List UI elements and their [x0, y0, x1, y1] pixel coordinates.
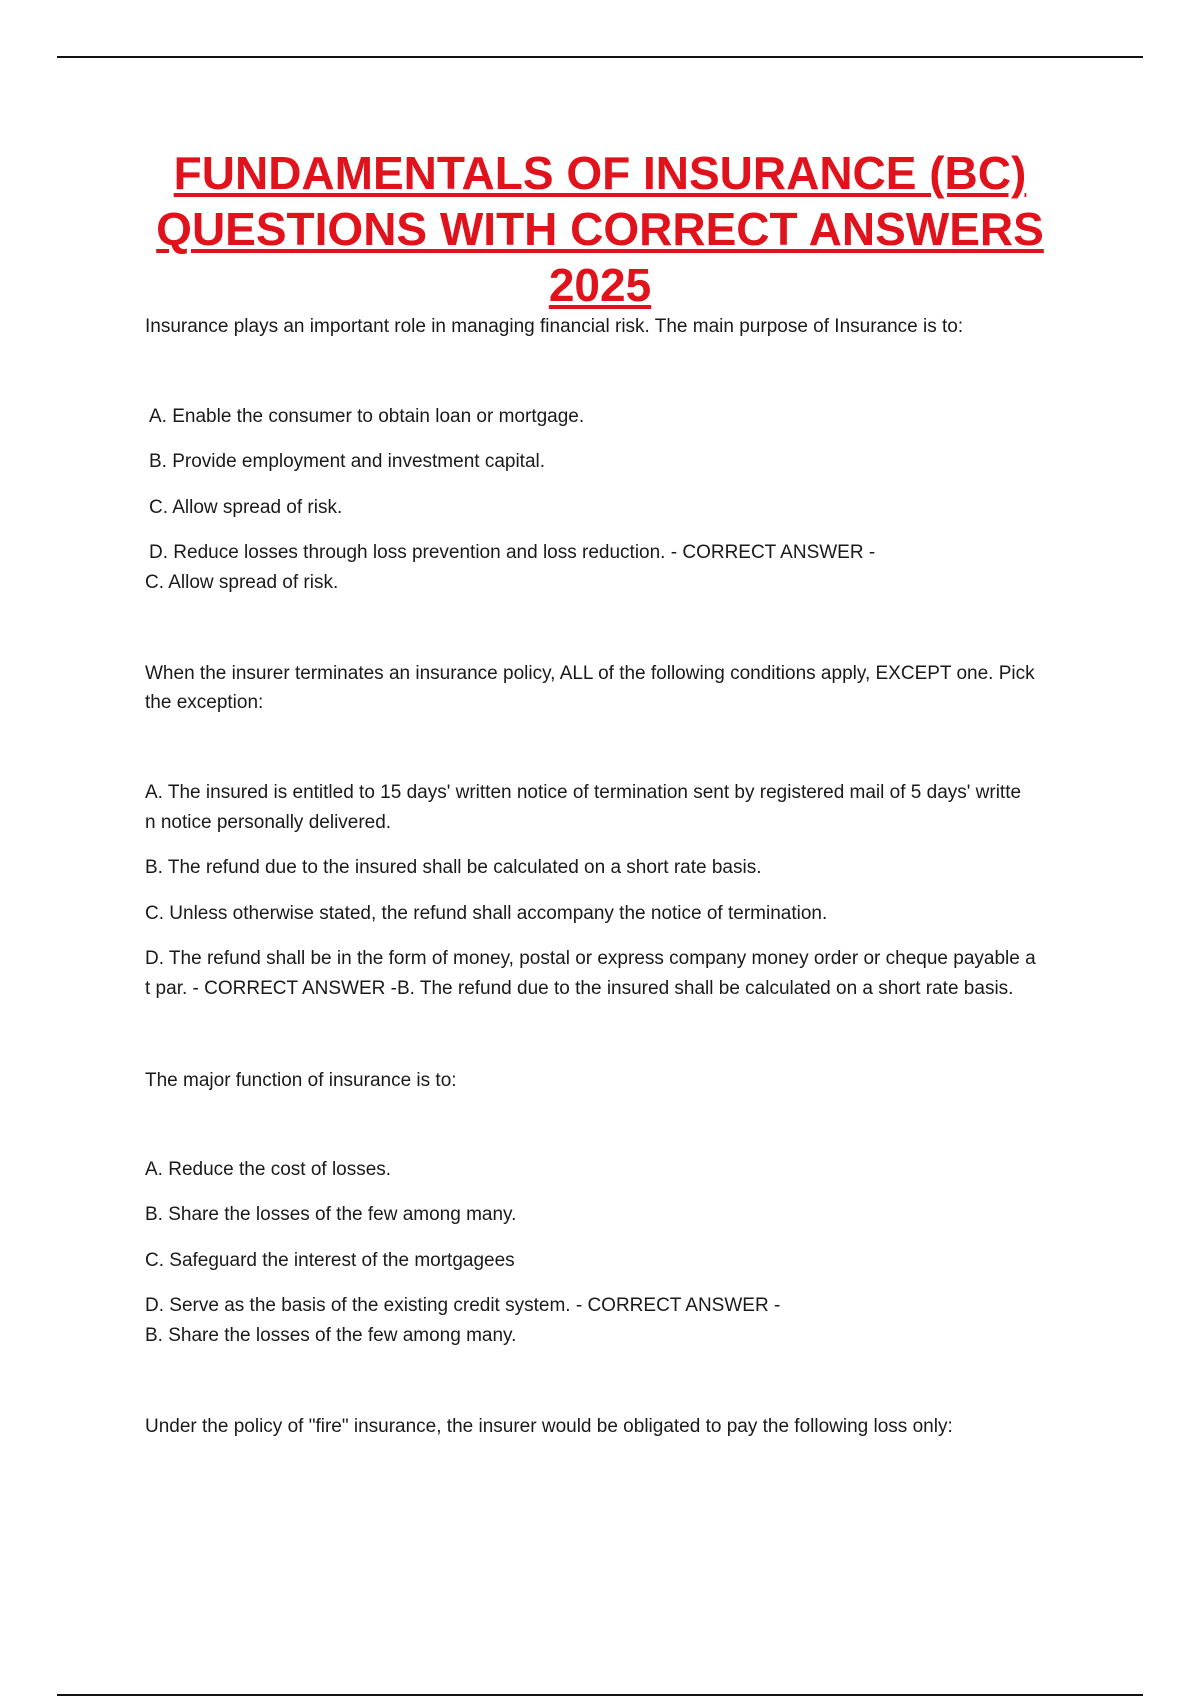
q2-question-line-2: the exception: [145, 692, 264, 713]
q2-option-a-line-1: A. The insured is entitled to 15 days' written notice of termination sent by registered mail of 5 days' writte [145, 782, 1022, 803]
title-line-3: 2025 [548, 259, 652, 311]
q1-answer: C. Allow spread of risk. [145, 572, 339, 593]
q3-option-b: B. Share the losses of the few among many. [145, 1204, 517, 1225]
q1-option-d: D. Reduce losses through loss prevention and loss reduction. - CORRECT ANSWER - [149, 542, 876, 563]
q3-answer: B. Share the losses of the few among many. [145, 1325, 517, 1346]
q3-option-d: D. Serve as the basis of the existing credit system. - CORRECT ANSWER - [145, 1295, 781, 1316]
q3-question: The major function of insurance is to: [145, 1070, 457, 1091]
q3-option-c: C. Safeguard the interest of the mortgagees [145, 1250, 515, 1271]
q2-option-b: B. The refund due to the insured shall be calculated on a short rate basis. [145, 857, 762, 878]
q1-option-c: C. Allow spread of risk. [149, 497, 343, 518]
q1-option-a: A. Enable the consumer to obtain loan or mortgage. [149, 406, 585, 427]
title-line-2: QUESTIONS WITH CORRECT ANSWERS [156, 203, 1044, 255]
q4-question: Under the policy of "fire" insurance, the insurer would be obligated to pay the following loss only: [145, 1416, 953, 1437]
q2-option-a-line-2: n notice personally delivered. [145, 812, 392, 833]
q2-option-c: C. Unless otherwise stated, the refund shall accompany the notice of termination. [145, 903, 828, 924]
bottom-divider [57, 1694, 1143, 1696]
q2-option-d-line-1: D. The refund shall be in the form of money, postal or express company money order or cheque payable a [145, 948, 1036, 969]
q2-question-line-1: When the insurer terminates an insurance policy, ALL of the following conditions apply, EXCEPT one. Pick [145, 663, 1035, 684]
q1-option-b: B. Provide employment and investment capital. [149, 451, 546, 472]
title-line-1: FUNDAMENTALS OF INSURANCE (BC) [173, 147, 1027, 199]
q1-question: Insurance plays an important role in managing financial risk. The main purpose of Insurance is to: [145, 316, 964, 337]
top-divider [57, 56, 1143, 58]
document-title [100, 145, 1100, 313]
q3-option-a: A. Reduce the cost of losses. [145, 1159, 392, 1180]
q2-option-d-line-2: t par. - CORRECT ANSWER -B. The refund due to the insured shall be calculated on a short rate basis. [145, 978, 1014, 999]
